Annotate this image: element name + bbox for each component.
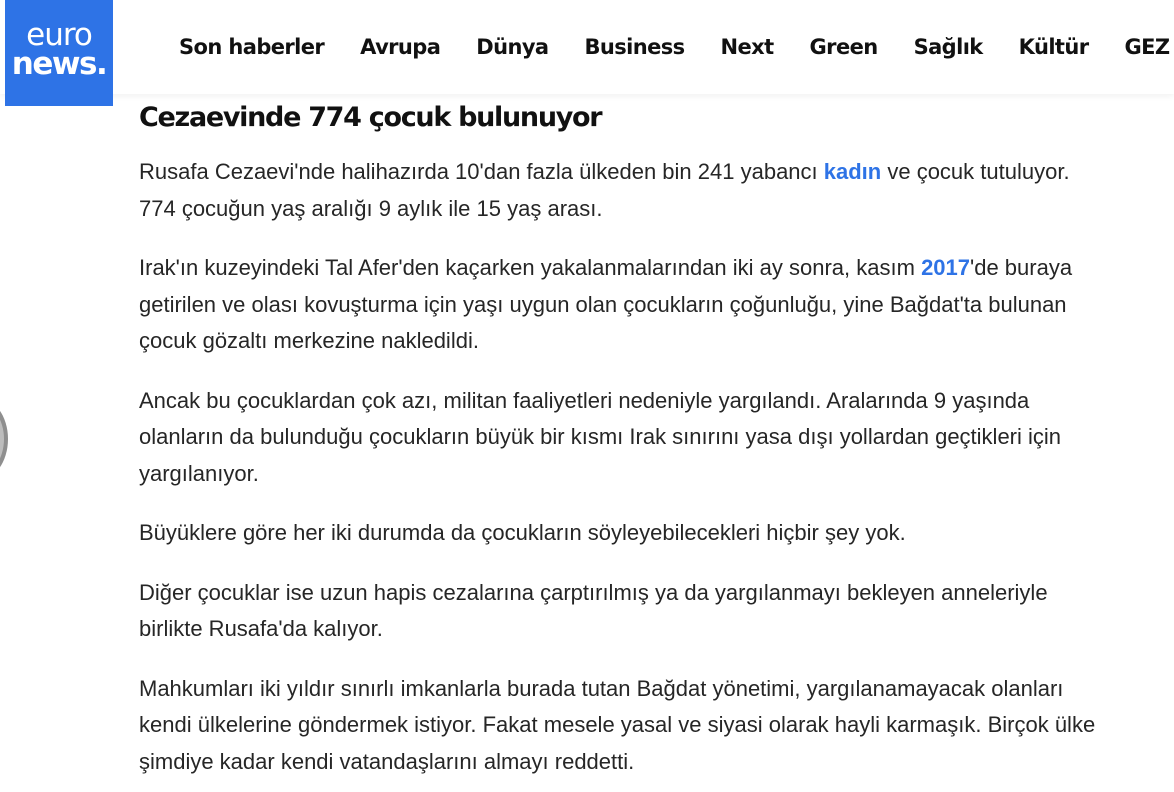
paragraph-3: Ancak bu çocuklardan çok azı, militan faaliyetleri nedeniyle yargılandı. Aralarında 9 yaşında olanların da bulunduğu çocukların büyük bir kısmı Irak sınırını yasa dışı yollardan geçtikleri için yargılanıyor. [139,387,1062,486]
paragraph-4: Büyüklere göre her iki durumda da çocukların söyleyebilecekleri hiçbir şey yok. [139,520,906,545]
site-header [0,0,1174,94]
nav-item-next[interactable]: Next [720,35,774,59]
paragraph-2-text-b: 'de buraya getirilen ve olası kovuşturma için yaşı uygun olan çocukların çoğunluğu, yine Bağdat'ta bulunan çocuk gözaltı merkezine nakledildi. [139,255,1073,353]
nav-item-gezi[interactable]: GEZ [1124,35,1170,59]
main-nav [161,0,1174,94]
nav-item-avrupa[interactable]: Avrupa [360,35,441,59]
paragraph-5: Diğer çocuklar ise uzun hapis cezalarına çarptırılmış ya da yargılanmayı bekleyen anneleriyle birlikte Rusafa'da kalıyor. [139,579,1048,641]
nav-item-green[interactable]: Green [809,35,878,59]
logo-line-euro: euro [26,17,92,53]
nav-item-business[interactable]: Business [584,35,685,59]
paragraph-1-text-a: Rusafa Cezaevi'nde halihazırda 10'dan fazla ülkeden bin 241 yabancı [139,159,824,184]
paragraph-2 [139,250,1099,360]
paragraph-1-text-b: ve çocuk tutuluyor. 774 çocuğun yaş aralığı 9 aylık ile 15 yaş arası. [139,159,1070,221]
paragraph-1 [139,154,1099,227]
logo-line-news: news. [11,46,107,82]
link-2017[interactable]: 2017 [921,255,971,280]
article-body [139,94,1099,780]
nav-item-kultur[interactable]: Kültür [1018,35,1089,59]
paragraph-2-text-a: Irak'ın kuzeyindeki Tal Afer'den kaçarken yakalanmalarından iki ay sonra, kasım [139,255,922,280]
link-kadin[interactable]: kadın [823,159,882,184]
nav-item-dunya[interactable]: Dünya [476,35,549,59]
nav-item-son-haberler[interactable]: Son haberler [179,35,325,59]
paragraph-6: Mahkumları iki yıldır sınırlı imkanlarla burada tutan Bağdat yönetimi, yargılanamayacak olanları kendi ülkelerine göndermek istiyor. Fakat mesele yasal ve siyasi olarak hayli karmaşık. Birçok ülke şimdiye kadar kendi vatandaşlarını almayı reddetti. [139,675,1096,774]
nav-item-saglik[interactable]: Sağlık [913,35,983,59]
article-subheading: Cezaevinde 774 çocuk bulunuyor [139,102,602,133]
euronews-logo[interactable] [5,0,113,106]
